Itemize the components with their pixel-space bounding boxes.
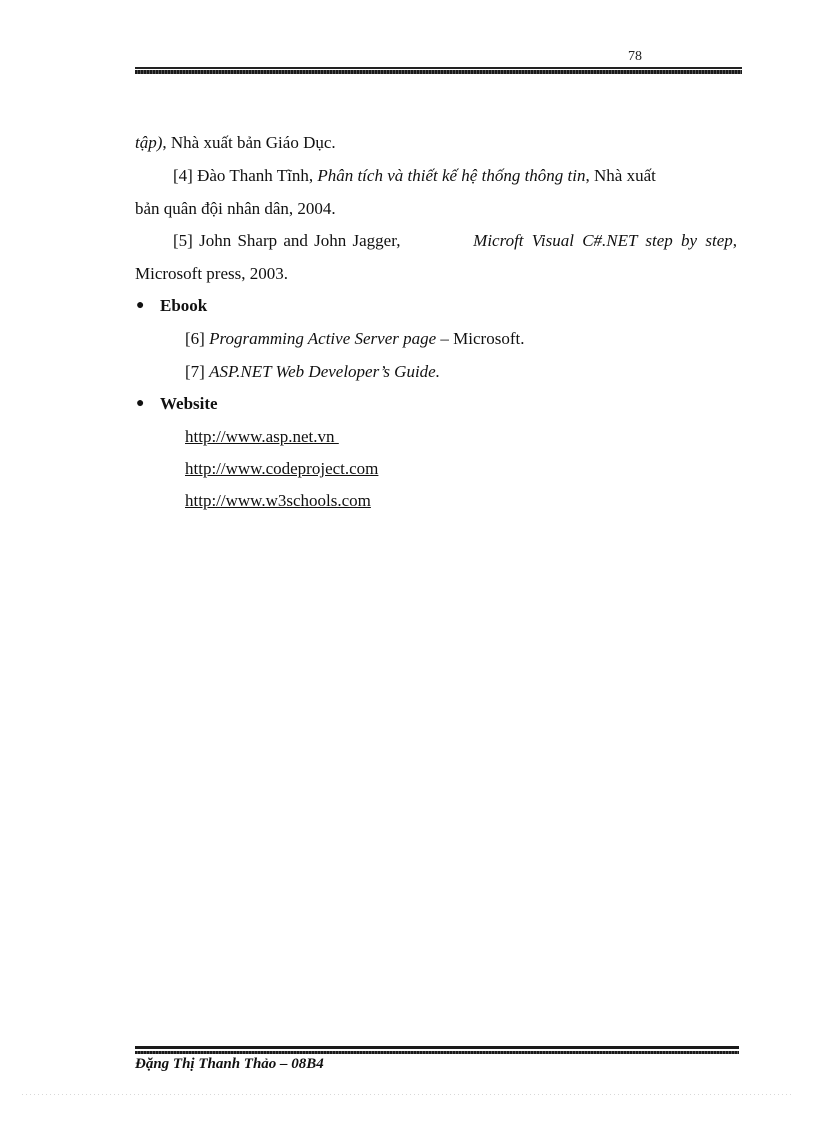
reference-3-rest: , Nhà xuất bản Giáo Dục. <box>162 133 336 152</box>
reference-5-line-2: Microsoft press, 2003. <box>135 264 288 283</box>
reference-4-title: Phân tích và thiết kế hệ thống thông tin <box>317 166 586 185</box>
page-bottom-dotted-border <box>22 1094 794 1095</box>
header-rule <box>135 67 742 69</box>
ebook-item-6-title: Programming Active Server page <box>209 329 437 348</box>
ebook-heading: Ebook <box>160 296 208 315</box>
reference-3-tail <box>135 133 336 153</box>
header-rule-double <box>135 70 742 74</box>
reference-5-suffix: , <box>732 231 737 250</box>
ebook-item-6 <box>185 329 524 349</box>
ebook-item-7-number: [7] <box>185 362 210 381</box>
website-link-asp[interactable]: http://www.asp.net.vn <box>185 427 339 446</box>
page-number: 78 <box>628 49 642 64</box>
bullet-icon: ● <box>136 298 145 313</box>
footer-rule <box>135 1046 739 1049</box>
footer-rule-double <box>135 1051 739 1054</box>
reference-5-title: Microft Visual C#.NET step by step <box>473 231 733 250</box>
website-link-codeproject[interactable]: http://www.codeproject.com <box>185 459 379 478</box>
footer-author: Đặng Thị Thanh Thảo – 08B4 <box>135 1056 324 1072</box>
reference-3-italic: tập) <box>135 133 163 152</box>
reference-4-suffix: , Nhà xuất <box>585 166 656 185</box>
reference-4-line-1 <box>173 166 656 186</box>
website-link-w3schools[interactable]: http://www.w3schools.com <box>185 491 371 510</box>
bullet-icon: ● <box>136 396 145 411</box>
reference-4-line-2: bản quân đội nhân dân, 2004. <box>135 199 336 218</box>
ebook-item-7-title: ASP.NET Web Developer’s Guide. <box>209 362 440 381</box>
reference-5-line-1 <box>173 231 737 251</box>
ebook-item-6-rest: – Microsoft. <box>436 329 525 348</box>
ebook-item-7 <box>185 362 440 382</box>
ebook-item-6-number: [6] <box>185 329 210 348</box>
reference-5-prefix: [5] John Sharp and John Jagger, <box>173 231 401 250</box>
website-heading: Website <box>160 394 218 413</box>
reference-4-prefix: [4] Đào Thanh Tĩnh, <box>173 166 318 185</box>
